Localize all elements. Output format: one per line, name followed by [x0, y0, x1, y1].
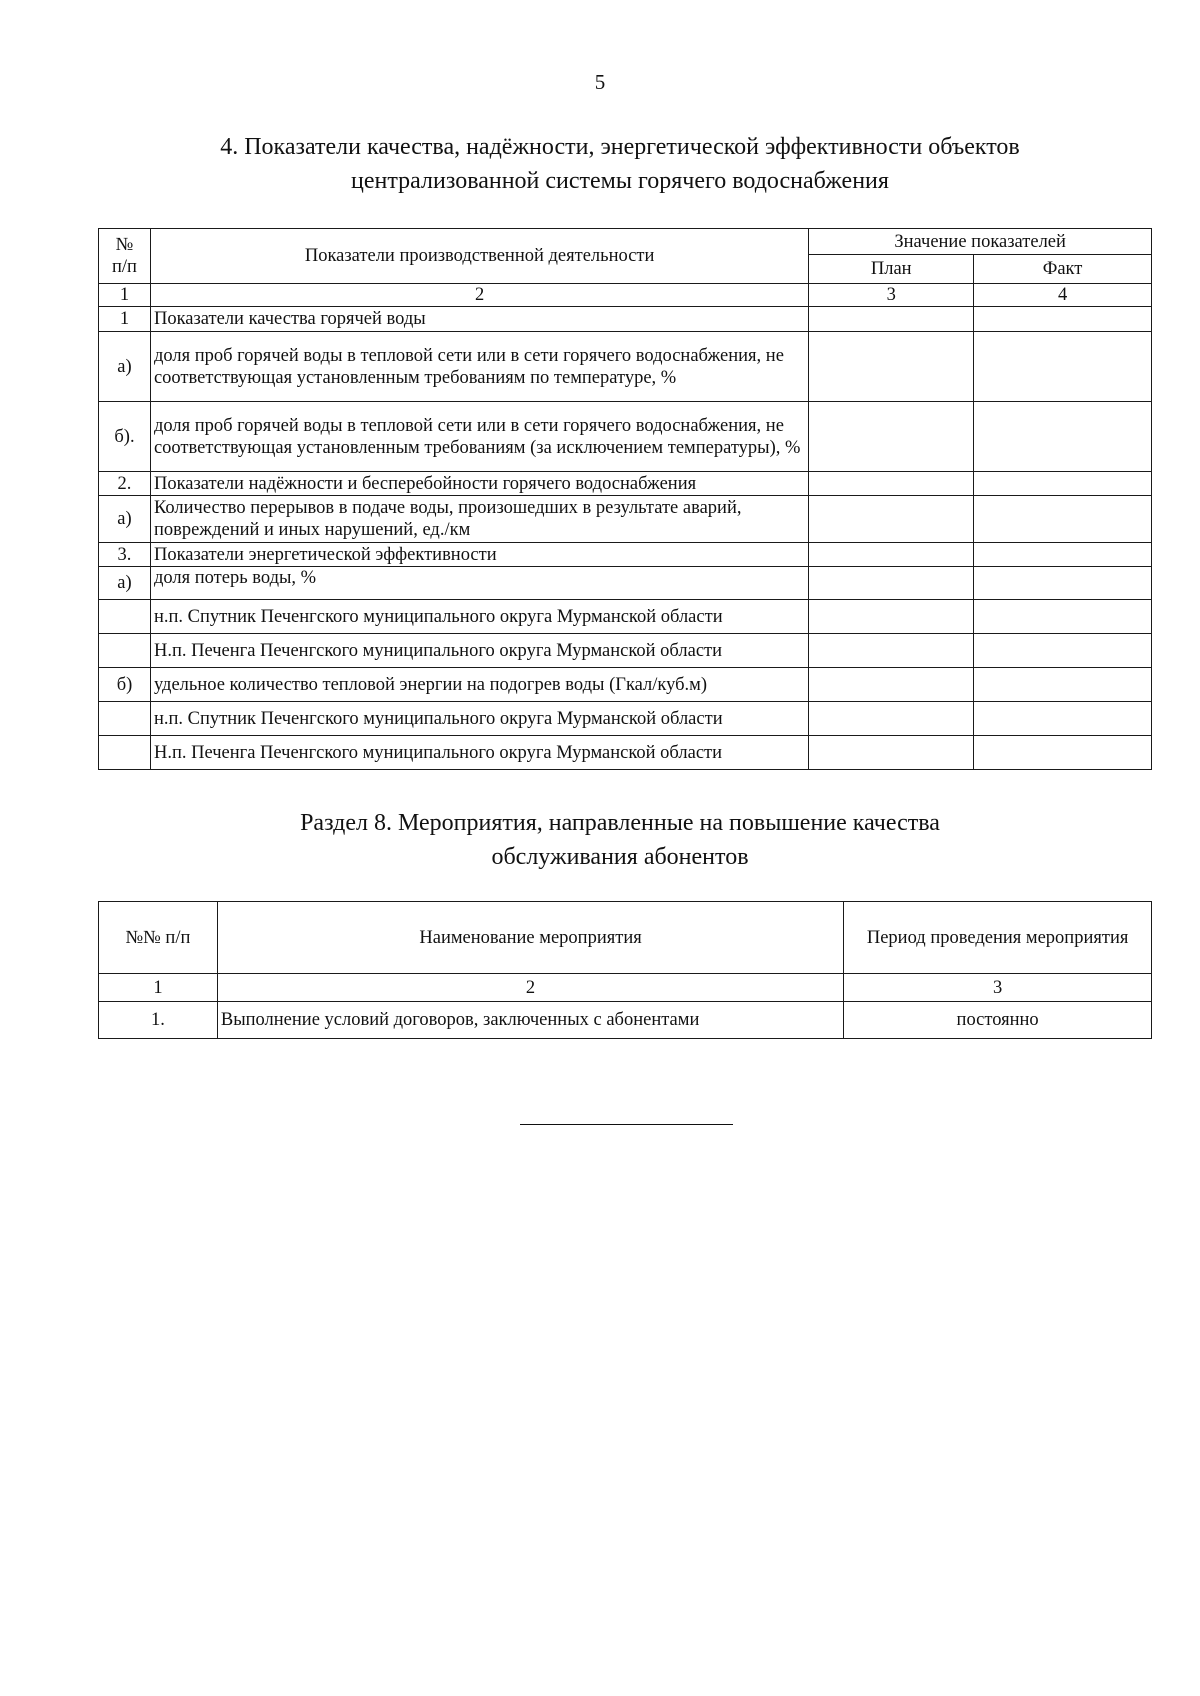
fact-cell	[974, 600, 1152, 634]
section-4-title-line1: 4. Показатели качества, надёжности, энергетической эффективности объектов	[220, 134, 1020, 160]
page-number: 5	[594, 70, 606, 94]
row-num: б).	[99, 402, 151, 472]
table-row	[99, 600, 1152, 634]
row-text: Показатели надёжности и бесперебойности горячего водоснабжения	[150, 472, 808, 496]
col-number-1: 1	[99, 284, 151, 307]
plan-cell	[809, 668, 974, 702]
header-values: Значение показателей	[809, 229, 1152, 255]
end-rule	[520, 1124, 733, 1125]
section-4-title	[200, 130, 1040, 198]
row-num: б)	[99, 668, 151, 702]
plan-cell	[809, 543, 974, 567]
row-num: а)	[99, 567, 151, 600]
row-text: доля потерь воды, %	[150, 567, 808, 600]
header-name: Наименование мероприятия	[217, 902, 843, 974]
row-text: удельное количество тепловой энергии на подогрев воды (Гкал/куб.м)	[150, 668, 808, 702]
table-row	[99, 736, 1152, 770]
fact-cell	[974, 567, 1152, 600]
row-text: Показатели энергетической эффективности	[150, 543, 808, 567]
fact-cell	[974, 332, 1152, 402]
indicators-table	[98, 228, 1152, 770]
row-num	[99, 634, 151, 668]
fact-cell	[974, 702, 1152, 736]
row-num: 3.	[99, 543, 151, 567]
plan-cell	[809, 307, 974, 332]
row-num	[99, 736, 151, 770]
section-8-title-line2: обслуживания абонентов	[491, 844, 749, 870]
fact-cell	[974, 472, 1152, 496]
fact-cell	[974, 736, 1152, 770]
row-period: постоянно	[844, 1002, 1152, 1039]
row-name: Выполнение условий договоров, заключенных с абонентами	[217, 1002, 843, 1039]
header-plan: План	[809, 255, 974, 284]
fact-cell	[974, 543, 1152, 567]
table-row	[99, 472, 1152, 496]
row-num: 2.	[99, 472, 151, 496]
plan-cell	[809, 402, 974, 472]
row-text: доля проб горячей воды в тепловой сети или в сети горячего водоснабжения, не соответствующая установленным требованиям по температуре, %	[150, 332, 808, 402]
table-row	[99, 543, 1152, 567]
table-row	[99, 307, 1152, 332]
header-fact: Факт	[974, 255, 1152, 284]
plan-cell	[809, 567, 974, 600]
col-number-3: 3	[809, 284, 974, 307]
table-row	[99, 567, 1152, 600]
table-row	[99, 332, 1152, 402]
row-num	[99, 600, 151, 634]
header-num-cell	[99, 229, 151, 284]
row-num	[99, 702, 151, 736]
row-text: Количество перерывов в подаче воды, произошедших в результате аварий, повреждений и иных нарушений, ед./км	[150, 496, 808, 543]
fact-cell	[974, 634, 1152, 668]
header-num-line2: п/п	[112, 257, 137, 277]
col-number-2: 2	[217, 974, 843, 1002]
plan-cell	[809, 332, 974, 402]
table-row	[99, 496, 1152, 543]
row-text: н.п. Спутник Печенгского муниципального округа Мурманской области	[150, 702, 808, 736]
plan-cell	[809, 496, 974, 543]
row-text: н.п. Спутник Печенгского муниципального округа Мурманской области	[150, 600, 808, 634]
header-num-line1: №	[115, 235, 134, 255]
row-text: Н.п. Печенга Печенгского муниципального округа Мурманской области	[150, 736, 808, 770]
measures-table	[98, 901, 1152, 1039]
section-8-title-line1: Раздел 8. Мероприятия, направленные на повышение качества	[300, 810, 940, 836]
section-4-title-line2: централизованной системы горячего водоснабжения	[351, 168, 889, 194]
plan-cell	[809, 702, 974, 736]
row-num: а)	[99, 332, 151, 402]
col-number-4: 4	[974, 284, 1152, 307]
row-num: 1.	[99, 1002, 218, 1039]
col-number-3: 3	[844, 974, 1152, 1002]
header-num: №№ п/п	[99, 902, 218, 974]
table-row	[99, 402, 1152, 472]
plan-cell	[809, 472, 974, 496]
row-num: 1	[99, 307, 151, 332]
col-number-1: 1	[99, 974, 218, 1002]
fact-cell	[974, 668, 1152, 702]
plan-cell	[809, 736, 974, 770]
row-text: доля проб горячей воды в тепловой сети или в сети горячего водоснабжения, не соответствующая установленным требованиям (за исключением температуры), %	[150, 402, 808, 472]
header-period: Период проведения мероприятия	[844, 902, 1152, 974]
fact-cell	[974, 307, 1152, 332]
header-indicators: Показатели производственной деятельности	[150, 229, 808, 284]
table-row	[99, 702, 1152, 736]
plan-cell	[809, 634, 974, 668]
section-8-title	[200, 806, 1040, 874]
table-row	[99, 634, 1152, 668]
plan-cell	[809, 600, 974, 634]
table-row	[99, 1002, 1152, 1039]
col-number-2: 2	[150, 284, 808, 307]
row-text: Показатели качества горячей воды	[150, 307, 808, 332]
row-num: а)	[99, 496, 151, 543]
fact-cell	[974, 496, 1152, 543]
row-text: Н.п. Печенга Печенгского муниципального округа Мурманской области	[150, 634, 808, 668]
table-row	[99, 668, 1152, 702]
fact-cell	[974, 402, 1152, 472]
